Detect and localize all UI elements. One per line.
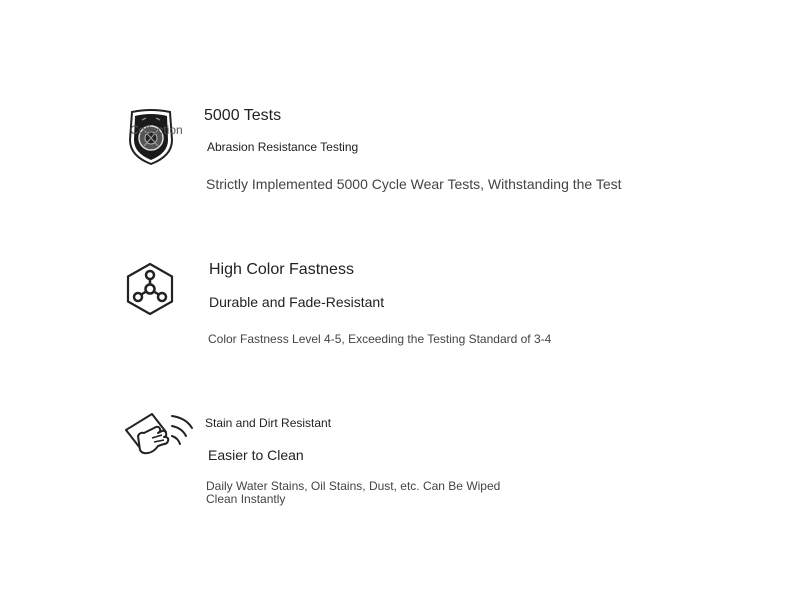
feature-subtitle: Durable and Fade-Resistant [209, 294, 385, 310]
hexagon-molecule-icon [123, 262, 177, 316]
feature-title: High Color Fastness [209, 261, 354, 278]
feature-description: Strictly Implemented 5000 Cycle Wear Tests, Withstanding the Test [206, 176, 622, 192]
feature-subtitle: Abrasion Resistance Testing [207, 140, 359, 154]
feature-description: Daily Water Stains, Oil Stains, Dust, etc. Can Be Wiped Clean Instantly [206, 479, 501, 506]
feature-description: Color Fastness Level 4-5, Exceeding the Testing Standard of 3-4 [208, 332, 552, 346]
feature-title: 5000 Tests [204, 107, 282, 124]
icon-overlay-label: Collection [130, 123, 183, 137]
wipe-hand-icon [122, 410, 196, 458]
feature-title: Stain and Dirt Resistant [205, 416, 332, 430]
feature-subtitle: Easier to Clean [208, 447, 304, 463]
